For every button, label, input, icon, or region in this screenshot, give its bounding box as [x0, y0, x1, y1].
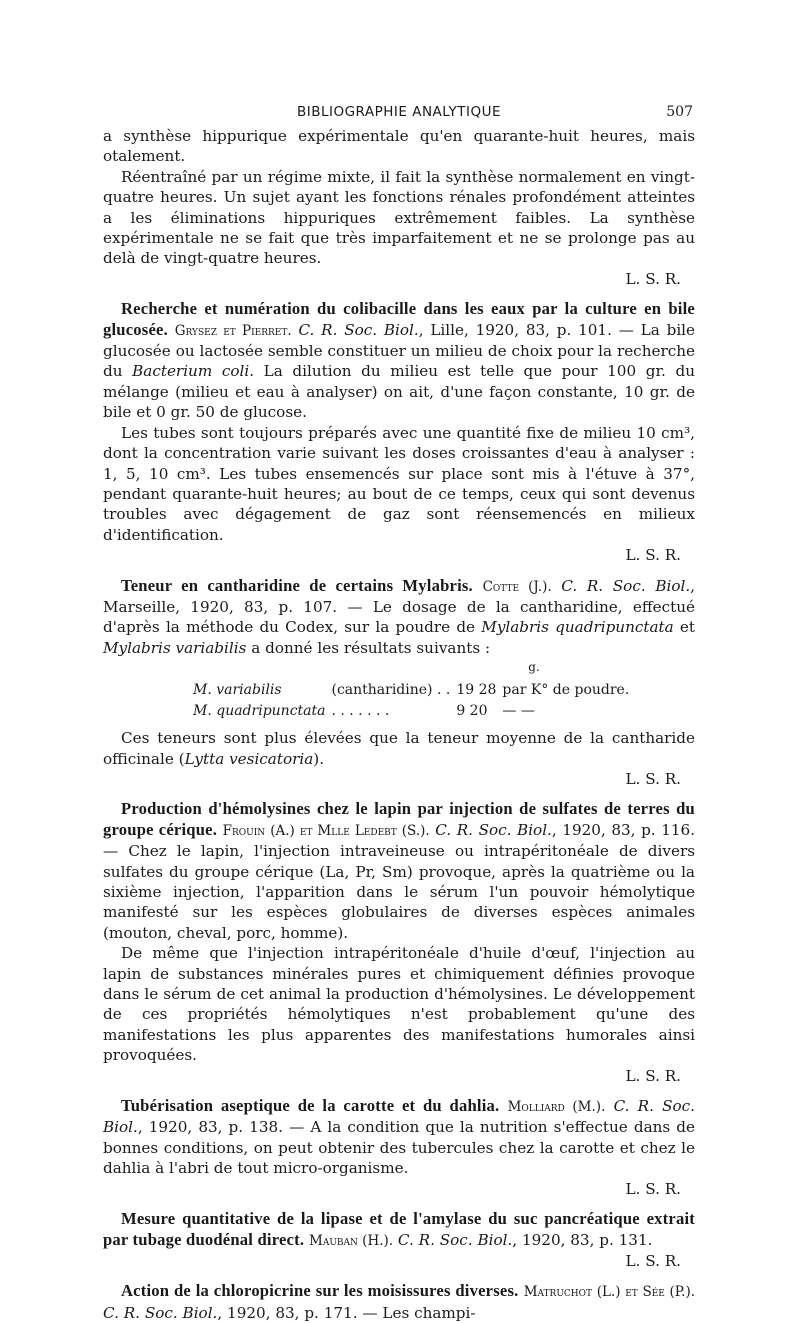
species-name: Lytta vesicatoria [184, 749, 314, 768]
article-signature: L. S. R. [625, 1066, 681, 1085]
article-colibacille-body [103, 299, 695, 422]
article-title: Recherche et numération du colibacille dans les eaux par la culture en bile glucosée. [103, 299, 695, 339]
intro-paragraph-1: a synthèse hippurique expérimentale qu'en quarante-huit heures, mais otalement. [103, 127, 695, 166]
article-text: , 1920, 83, p. 116. — Chez le lapin, l'injection intraveineuse ou intrapéritonéale de divers sulfates du groupe cérique (La, Pr, Sm) provoque, après la quatrième ou la sixième injection, l'apparition dans le sérum l'un pouvoir hémolytique manifesté sur les espèces globulaires de diverses espèces animales (mouton, cheval, porc, homme). [103, 820, 696, 942]
article-title: Action de la chloropicrine sur les moisissures diverses. [121, 1281, 519, 1301]
article-lipase-body [103, 1209, 695, 1251]
article-chloropicrine [103, 1281, 695, 1323]
table-detail: . . . . . . . [331, 703, 390, 720]
article-colibacille-paragraph-2: Les tubes sont toujours préparés avec une quantité fixe de milieu 10 cm³, dont la concentration varie suivant les doses croissantes d'eau à analyser : 1, 5, 10 cm³. Les tubes ensemencés sur place sont mis à l'étuve à 37°, pendant quarante-huit heures; au bout de ce temps, ceux qui sont devenus troubles avec dégagement de gaz sont réensemencés en milieux d'identification. [103, 423, 695, 544]
page-number: 507 [666, 104, 693, 120]
article-title: Tubérisation aseptique de la carotte et du dahlia. [121, 1096, 500, 1116]
table-unit-text: par K° de poudre. [502, 682, 630, 699]
journal-ref: C. R. Soc. Biol. [561, 576, 691, 595]
table-value: 9 20 [456, 703, 488, 720]
page-header [103, 104, 695, 126]
article-title: Mesure quantitative de la lipase et de l'amylase du suc pancréatique extrait par tubage duodénal direct. [103, 1209, 695, 1249]
article-title: Teneur en cantharidine de certains Mylabris. [121, 575, 473, 595]
article-text-end: ). [313, 749, 325, 768]
article-authors: Matruchot (L.) et Sée (P.). [523, 1284, 695, 1301]
article-text: , 1920, 83, p. 171. — Les champi- [217, 1303, 476, 1322]
article-text: , Lille, 1920, 83, p. 101. — La bile glucosée ou lactosée semble constituer un milieu de choix pour la recherche du [103, 320, 696, 381]
article-text: , Marseille, 1920, 83, p. 107. — Le dosage de la cantharidine, effectué d'après la méthode du Codex, sur la poudre de [103, 576, 695, 637]
species-name: Mylabris quadripunctata [481, 618, 674, 637]
article-text-end: a donné les résultats suivants : [246, 638, 491, 657]
article-authors: Grysez et Pierret. [174, 322, 292, 339]
article-cantharidine-paragraph-2 [103, 728, 695, 769]
article-authors: Molliard (M.). [507, 1099, 606, 1116]
article-authors: Frouin (A.) et Mlle Ledebt (S.). [222, 822, 430, 839]
table-value: 19 28 [456, 682, 497, 699]
intro-paragraph-2: Réentraîné par un régime mixte, il fait la synthèse normalement en vingt-quatre heures. Un sujet ayant les fonctions rénales profondément atteintes a les éliminations hippuriques extrêmement faibles. La synthèse expérimentale ne se fait que très imparfaitement et ne se prolonge pas au delà de vingt-quatre heures. [103, 167, 695, 268]
table-detail: (cantharidine) . . [331, 682, 451, 699]
article-text-end: . La dilution du milieu est telle que pour 100 gr. du mélange (milieu et eau à analyser) on ait, d'une façon constante, 10 gr. de bile et 0 gr. 50 de glucose. [103, 362, 695, 422]
article-cantharidine [103, 576, 695, 790]
table-row [193, 680, 635, 701]
article-hemolysines-body [103, 799, 695, 943]
article-text: , 1920, 83, p. 138. — A la condition que la nutrition s'effectue dans de bonnes conditions, on peut obtenir des tubercules chez la carotte et chez le dahlia à l'abri de tout micro-organisme. [103, 1118, 695, 1178]
article-signature: L. S. R. [625, 546, 681, 565]
article-colibacille [103, 299, 695, 565]
article-signature: L. S. R. [625, 769, 681, 788]
article-tuberisation-body [103, 1096, 695, 1179]
running-title: BIBLIOGRAPHIE ANALYTIQUE [296, 104, 502, 120]
page [103, 104, 695, 1323]
article-signature: L. S. R. [625, 1179, 681, 1198]
article-hemolysines-paragraph-2: De même que l'injection intrapéritonéale d'huile d'œuf, l'injection au lapin de substances minérales pures et chimiquement définies provoque dans le sérum de cet animal la production d'hémolysines. Le développement de ces propriétés hémolytiques n'est probablement qu'une des manifestations les plus apparentes des manifestations humorales ainsi provoquées. [103, 944, 695, 1065]
table-unit-text: — — [502, 703, 535, 720]
article-text: Ces teneurs sont plus élevées que la teneur moyenne de la cantharide officinale ( [103, 729, 695, 768]
article-authors: Cotte (J.). [482, 578, 552, 595]
results-table [193, 680, 635, 722]
article-cantharidine-body [103, 576, 695, 659]
conjunction: et [673, 618, 696, 637]
table-unit: g. [528, 660, 540, 675]
journal-ref: C. R. Soc. Biol. [298, 320, 419, 339]
species-name: Mylabris variabilis [103, 638, 247, 657]
article-chloropicrine-body [103, 1281, 695, 1323]
article-text: , 1920, 83, p. 131. [512, 1230, 653, 1249]
article-title: Production d'hémolysines chez le lapin par injection de sulfates de terres du groupe cérique. [103, 799, 695, 839]
table-species: M. quadripunctata [193, 703, 326, 720]
organism-name: Bacterium coli [132, 362, 250, 381]
article-signature: L. S. R. [625, 1251, 681, 1270]
journal-ref: C. R. Soc. Biol. [435, 820, 552, 839]
article-authors: Mauban (H.). [309, 1232, 394, 1249]
table-row [193, 701, 635, 722]
article-tuberisation [103, 1096, 695, 1199]
journal-ref: C. R. Soc. Biol. [103, 1303, 218, 1322]
article-hemolysines [103, 799, 695, 1086]
article-lipase [103, 1209, 695, 1271]
intro-signature: L. S. R. [625, 269, 681, 288]
journal-ref: C. R. Soc. Biol. [397, 1230, 513, 1249]
journal-ref: C. R. Soc. Biol. [103, 1097, 695, 1137]
table-species: M. variabilis [193, 682, 282, 699]
